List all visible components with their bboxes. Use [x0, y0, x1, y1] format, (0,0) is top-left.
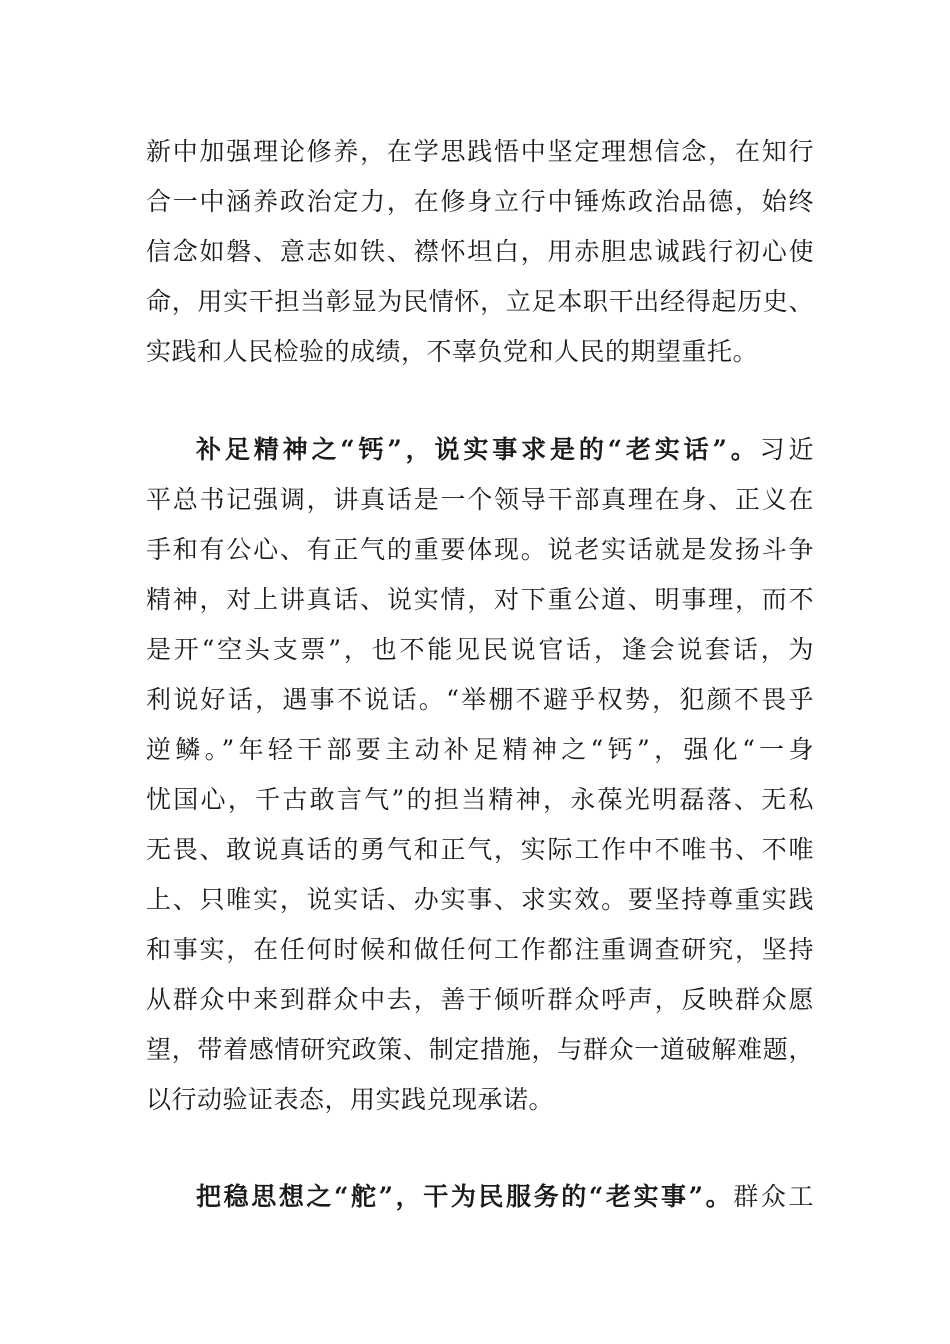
- text-line: 平总书记强调，讲真话是一个领导干部真理在身、正义在: [146, 485, 814, 514]
- text-line: 望，带着感情研究政策、制定措施，与群众一道破解难题，: [146, 1035, 814, 1064]
- text-line: 手和有公心、有正气的重要体现。说老实话就是发扬斗争: [146, 535, 814, 564]
- paragraph-honest-deeds: [146, 1172, 814, 1222]
- text-line: 信念如磐、意志如铁、襟怀坦白，用赤胆忠诚践行初心使: [146, 237, 814, 266]
- text-line: 和事实，在任何时候和做任何工作都注重调查研究，坚持: [146, 935, 814, 964]
- text-line: 以行动验证表态，用实践兑现承诺。: [146, 1085, 555, 1114]
- text-run: 习近: [759, 435, 814, 464]
- text-line: 忧国心，千古敢言气”的担当精神，永葆光明磊落、无私: [146, 785, 814, 814]
- paragraph-honest-words: [146, 425, 814, 1125]
- paragraph-ideals: [146, 127, 814, 377]
- text-line: 精神，对上讲真话、说实情，对下重公道、明事理，而不: [146, 585, 814, 614]
- text-line: 无畏、敢说真话的勇气和正气，实际工作中不唯书、不唯: [146, 835, 814, 864]
- text-run: 群众工: [733, 1182, 814, 1211]
- text-line: 是开“空头支票”，也不能见民说官话，逢会说套话，为: [146, 635, 814, 664]
- text-line: 利说好话，遇事不说话。“举棚不避乎权势，犯颜不畏乎: [146, 685, 814, 714]
- paragraph-heading: 补足精神之“钙”，说实事求是的“老实话”。: [196, 435, 760, 464]
- text-line: 合一中涵养政治定力，在修身立行中锤炼政治品德，始终: [146, 187, 814, 216]
- heading-line: [146, 425, 814, 475]
- text-line: 实践和人民检验的成绩，不辜负党和人民的期望重托。: [146, 337, 759, 366]
- text-line: 逆鳞。”年轻干部要主动补足精神之“钙”，强化“一身: [146, 735, 814, 764]
- paragraph-heading: 把稳思想之“舵”，干为民服务的“老实事”。: [196, 1182, 734, 1211]
- text-line: 从群众中来到群众中去，善于倾听群众呼声，反映群众愿: [146, 985, 814, 1014]
- heading-line: [146, 1172, 814, 1222]
- text-line: 命，用实干担当彰显为民情怀，立足本职干出经得起历史、: [146, 287, 814, 316]
- text-line: 上、只唯实，说实话、办实事、求实效。要坚持尊重实践: [146, 885, 814, 914]
- text-line: 新中加强理论修养，在学思践悟中坚定理想信念，在知行: [146, 137, 814, 166]
